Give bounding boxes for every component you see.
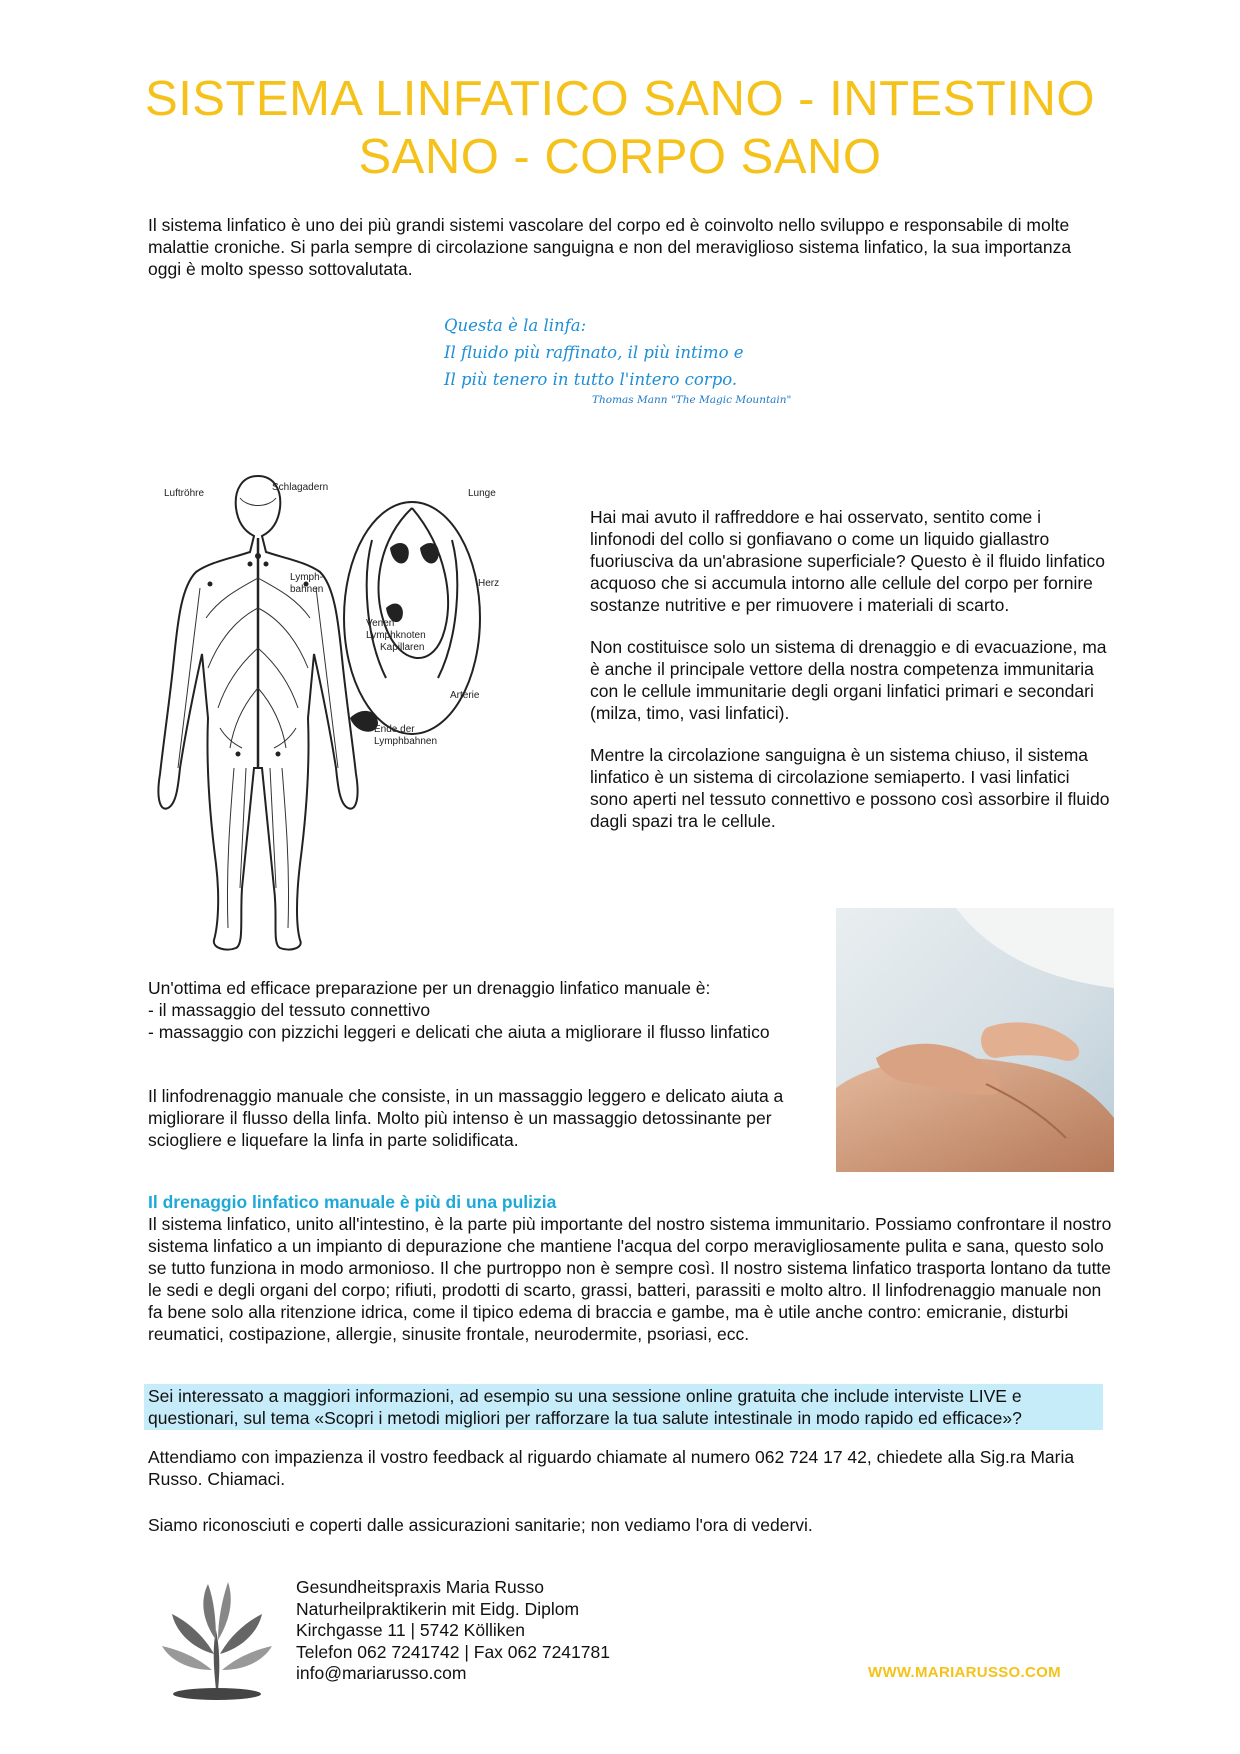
practice-logo	[152, 1570, 282, 1702]
page-title	[100, 70, 1140, 186]
prep-line-3: - massaggio con pizzichi leggeri e delicati che aiuta a migliorare il flusso linfatico	[148, 1022, 770, 1042]
label-lymphbahnen-2: bahnen	[290, 584, 324, 595]
preparation-block	[148, 977, 818, 1043]
highlighted-invitation: Sei interessato a maggiori informazioni, ad esempio su una sessione online gratuita che include interviste LIVE e questionari, sul tema «Scopri i metodi migliori per rafforzare la tua salute intestinale in modo rapido ed efficace»?	[144, 1384, 1103, 1430]
massage-photo	[836, 908, 1114, 1172]
label-lymphbahnen-1: Lymph-	[290, 572, 323, 583]
quote-attribution: Thomas Mann "The Magic Mountain"	[592, 394, 792, 406]
label-venen: Venen	[366, 618, 395, 629]
right-paragraph-2: Non costituisce solo un sistema di drenaggio e di evacuazione, ma è anche il principale vettore della nostra competenza immunitaria con le cellule immunitarie degli organi linfatici primari e secondari (milza, timo, vasi linfatici).	[590, 637, 1107, 723]
quote-line-2: Il fluido più raffinato, il più intimo e	[444, 343, 744, 362]
label-lymphknoten: Lymphknoten	[366, 630, 426, 641]
prep-line-1: Un'ottima ed efficace preparazione per un drenaggio linfatico manuale è:	[148, 978, 711, 998]
address-line-1: Gesundheitspraxis Maria Russo	[296, 1577, 545, 1597]
label-arterie: Arterie	[450, 690, 480, 701]
prep-line-2: - il massaggio del tessuto connettivo	[148, 1000, 431, 1020]
right-column	[590, 506, 1110, 852]
label-kapillaren: Kapillaren	[380, 642, 425, 653]
quote-line-3: Il più tenero in tutto l'intero corpo.	[444, 370, 738, 389]
quote-line-1: Questa è la linfa:	[444, 316, 587, 335]
right-paragraph-3: Mentre la circolazione sanguigna è un sistema chiuso, il sistema linfatico è un sistema di circolazione semiaperto. I vasi linfatici sono aperti nel tessuto connettivo e possono così assorbire il fluido dagli spazi tra le cellule.	[590, 745, 1110, 831]
label-ende-1: Ende der	[374, 724, 415, 735]
label-schlagadern: Schlagadern	[272, 482, 329, 493]
label-lunge: Lunge	[468, 488, 496, 499]
feedback-paragraph: Attendiamo con impazienza il vostro feedback al riguardo chiamate al numero 062 724 17 42, chiedete alla Sig.ra Maria Russo. Chiamaci.	[148, 1447, 1075, 1489]
quote-block	[444, 312, 844, 407]
title-line-2: SANO - CORPO SANO	[358, 130, 882, 184]
intro-paragraph: Il sistema linfatico è uno dei più grandi sistemi vascolare del corpo ed è coinvolto nello sviluppo e responsabile di molte malattie croniche. Si parla sempre di circolazione sanguigna e non del meraviglioso sistema linfatico, la sua importanza oggi è molto spesso sottovalutata.	[148, 215, 1072, 279]
practice-address	[296, 1577, 610, 1685]
title-line-1: SISTEMA LINFATICO SANO - INTESTINO	[145, 72, 1095, 126]
website-link[interactable]: WWW.MARIARUSSO.COM	[868, 1664, 1061, 1681]
address-line-2: Naturheilpraktikerin mit Eidg. Diplom	[296, 1598, 580, 1619]
label-luftrohre: Luftröhre	[164, 488, 205, 499]
address-line-4: Telefon 062 7241742 | Fax 062 7241781	[296, 1641, 610, 1662]
right-paragraph-1: Hai mai avuto il raffreddore e hai osservato, sentito come i linfonodi del collo si gonfiavano o come un liquido giallastro fuoriusciva da un'abrasione superficiale? Questo è il fluido linfatico acquoso che si accumula intorno alle cellule del corpo per fornire sostanze nutritive e per rimuovere i materiali di scarto.	[590, 507, 1106, 615]
drainage-heading: Il drenaggio linfatico manuale è più di una pulizia	[148, 1192, 557, 1212]
label-herz: Herz	[478, 578, 500, 589]
address-line-3: Kirchgasse 11 | 5742 Kölliken	[296, 1620, 525, 1640]
email-address[interactable]: info@mariarusso.com	[296, 1663, 467, 1683]
recognition-paragraph: Siamo riconosciuti e coperti dalle assicurazioni sanitarie; non vediamo l'ora di vedervi.	[148, 1515, 813, 1535]
drainage-paragraph: Il sistema linfatico, unito all'intestino, è la parte più importante del nostro sistema immunitario. Possiamo confrontare il nostro sistema linfatico a un impianto di depurazione che mantiene l'acqua del corpo meravigliosamente pulita e sana, questo solo se tutto funziona in modo armonioso. Il che purtroppo non è sempre così. Il nostro sistema linfatico trasporta lontano da tutte le sedi e degli organi del corpo; rifiuti, prodotti di scarto, grassi, batteri, parassiti e molto altro. Il linfodrenaggio manuale non fa bene solo alla ritenzione idrica, come il tipico edema di braccia e gambe, ma è utile anche contro: emicranie, disturbi reumatici, costipazione, allergie, sinusite frontale, neurodermite, psoriasi, ecc.	[148, 1214, 1112, 1344]
lymphatic-system-illustration	[150, 468, 520, 956]
label-ende-2: Lymphbahnen	[374, 736, 438, 747]
manual-drainage-paragraph: Il linfodrenaggio manuale che consiste, in un massaggio leggero e delicato aiuta a migliorare il flusso della linfa. Molto più intenso è un massaggio detossinante per sciogliere e liquefare la linfa in parte solidificata.	[148, 1086, 784, 1150]
